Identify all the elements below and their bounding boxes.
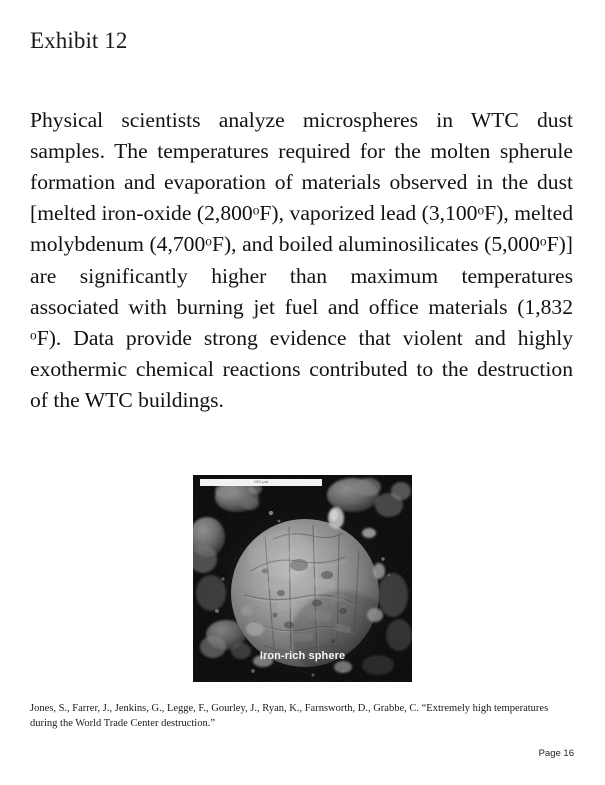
degree-symbol-5: o <box>30 327 37 343</box>
body-unit-1: F), vaporized lead (3,100 <box>259 201 478 226</box>
body-paragraph <box>30 105 573 417</box>
body-unit-2: F), melted molybdenum (4,700 <box>30 201 574 257</box>
page-number: Page 16 <box>538 748 574 759</box>
citation-text: Jones, S., Farrer, J., Jenkins, G., Legge, F., Gourley, J., Ryan, K., Farnsworth, D., Grabbe, C. “Extremely high temperatures during the World Trade Center destruction.” <box>30 703 549 729</box>
degree-symbol-4: o <box>539 233 547 249</box>
body-unit-3: F), and boiled aluminosilicates (5,000 <box>211 232 540 257</box>
figure-iron-rich-sphere <box>193 475 412 682</box>
body-segment-1: Physical scientists analyze microspheres in WTC dust samples. The temperatures required for the molten spherule formation and evaporation of materials observed in the dust [melted iron-oxide (2,800 <box>30 107 573 226</box>
degree-symbol-1: o <box>252 202 260 218</box>
degree-symbol-2: o <box>477 202 485 218</box>
scale-bar-label: 100 µm <box>253 479 269 484</box>
page-title: Exhibit 12 <box>30 28 128 53</box>
body-unit-5: F). Data provide strong evidence that violent and highly exothermic chemical reactions contributed to the destruction of the WTC buildings. <box>30 326 573 413</box>
degree-symbol-3: o <box>205 233 212 249</box>
figure-caption-label: Iron-rich sphere <box>259 650 346 662</box>
body-unit-4: F)] are significantly higher than maximum temperatures associated with burning jet fuel and office materials (1,832 <box>30 232 573 319</box>
